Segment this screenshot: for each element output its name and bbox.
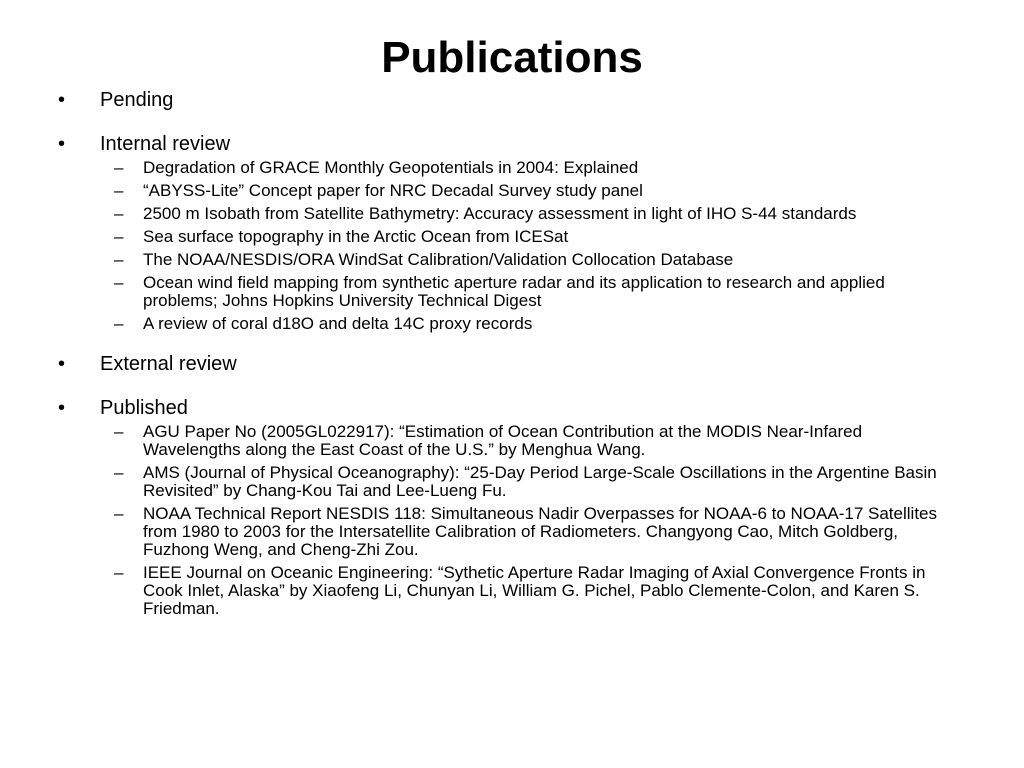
list-item [58, 423, 958, 459]
list-item [58, 274, 958, 310]
bullet-published [58, 395, 958, 421]
list-item-text: AMS (Journal of Physical Oceanography): “25-Day Period Large-Scale Oscillations in the Argentine Basin Revisited” by Chang-Kou Tai and Lee-Lueng Fu. [143, 463, 937, 500]
sub-bullet-mark: – [114, 563, 124, 582]
section-internal-review [58, 131, 958, 333]
list-item [58, 564, 958, 618]
internal-review-list [58, 159, 958, 333]
sub-bullet-mark: – [114, 181, 124, 200]
list-item-text: NOAA Technical Report NESDIS 118: Simultaneous Nadir Overpasses for NOAA-6 to NOAA-17 Satellites from 1980 to 2003 for the Intersatellite Calibration of Radiometers. Changyong Cao, Mitch Goldberg, Fuzhong Weng, and Cheng-Zhi Zou. [143, 504, 937, 559]
list-item [58, 505, 958, 559]
list-item [58, 182, 958, 200]
sub-bullet-mark: – [114, 158, 124, 177]
list-item-text: The NOAA/NESDIS/ORA WindSat Calibration/Validation Collocation Database [143, 250, 734, 269]
list-item-text: “ABYSS-Lite” Concept paper for NRC Decadal Survey study panel [143, 181, 643, 200]
sub-bullet-mark: – [114, 314, 124, 333]
bullet-label: Pending [100, 89, 174, 111]
list-item [58, 159, 958, 177]
section-pending [58, 87, 958, 113]
sub-bullet-mark: – [114, 504, 124, 523]
list-item-text: IEEE Journal on Oceanic Engineering: “Sythetic Aperture Radar Imaging of Axial Convergence Fronts in Cook Inlet, Alaska” by Xiaofeng Li, Chunyan Li, William G. Pichel, Pablo Clemente-Colon, and Karen S. Friedman. [143, 563, 926, 618]
bullet-mark: • [58, 133, 66, 155]
list-item [58, 205, 958, 223]
section-external-review [58, 351, 958, 377]
bullet-pending [58, 87, 958, 113]
bullet-mark: • [58, 89, 66, 111]
list-item-text: A review of coral d18O and delta 14C proxy records [143, 314, 533, 333]
bullet-label: External review [100, 353, 237, 375]
list-item-text: 2500 m Isobath from Satellite Bathymetry: Accuracy assessment in light of IHO S-44 standards [143, 204, 857, 223]
page-title: Publications [381, 33, 643, 82]
list-item [58, 228, 958, 246]
bullet-mark: • [58, 397, 66, 419]
bullet-label: Published [100, 397, 188, 419]
published-list [58, 423, 958, 618]
bullet-mark: • [58, 353, 66, 375]
sub-bullet-mark: – [114, 463, 124, 482]
list-item-text: Sea surface topography in the Arctic Ocean from ICESat [143, 227, 569, 246]
sub-bullet-mark: – [114, 273, 124, 292]
list-item-text: Ocean wind field mapping from synthetic aperture radar and its application to research and applied problems; Johns Hopkins University Technical Digest [143, 273, 885, 310]
bullet-internal-review [58, 131, 958, 157]
sub-bullet-mark: – [114, 250, 124, 269]
sub-bullet-mark: – [114, 227, 124, 246]
publications-list [58, 87, 958, 636]
sub-bullet-mark: – [114, 204, 124, 223]
bullet-external-review [58, 351, 958, 377]
list-item [58, 251, 958, 269]
bullet-label: Internal review [100, 133, 231, 155]
sub-bullet-mark: – [114, 422, 124, 441]
list-item-text: AGU Paper No (2005GL022917): “Estimation of Ocean Contribution at the MODIS Near-Infared Wavelengths along the East Coast of the U.S.” by Menghua Wang. [143, 422, 863, 459]
list-item [58, 315, 958, 333]
section-published [58, 395, 958, 618]
list-item [58, 464, 958, 500]
list-item-text: Degradation of GRACE Monthly Geopotentials in 2004: Explained [143, 158, 639, 177]
